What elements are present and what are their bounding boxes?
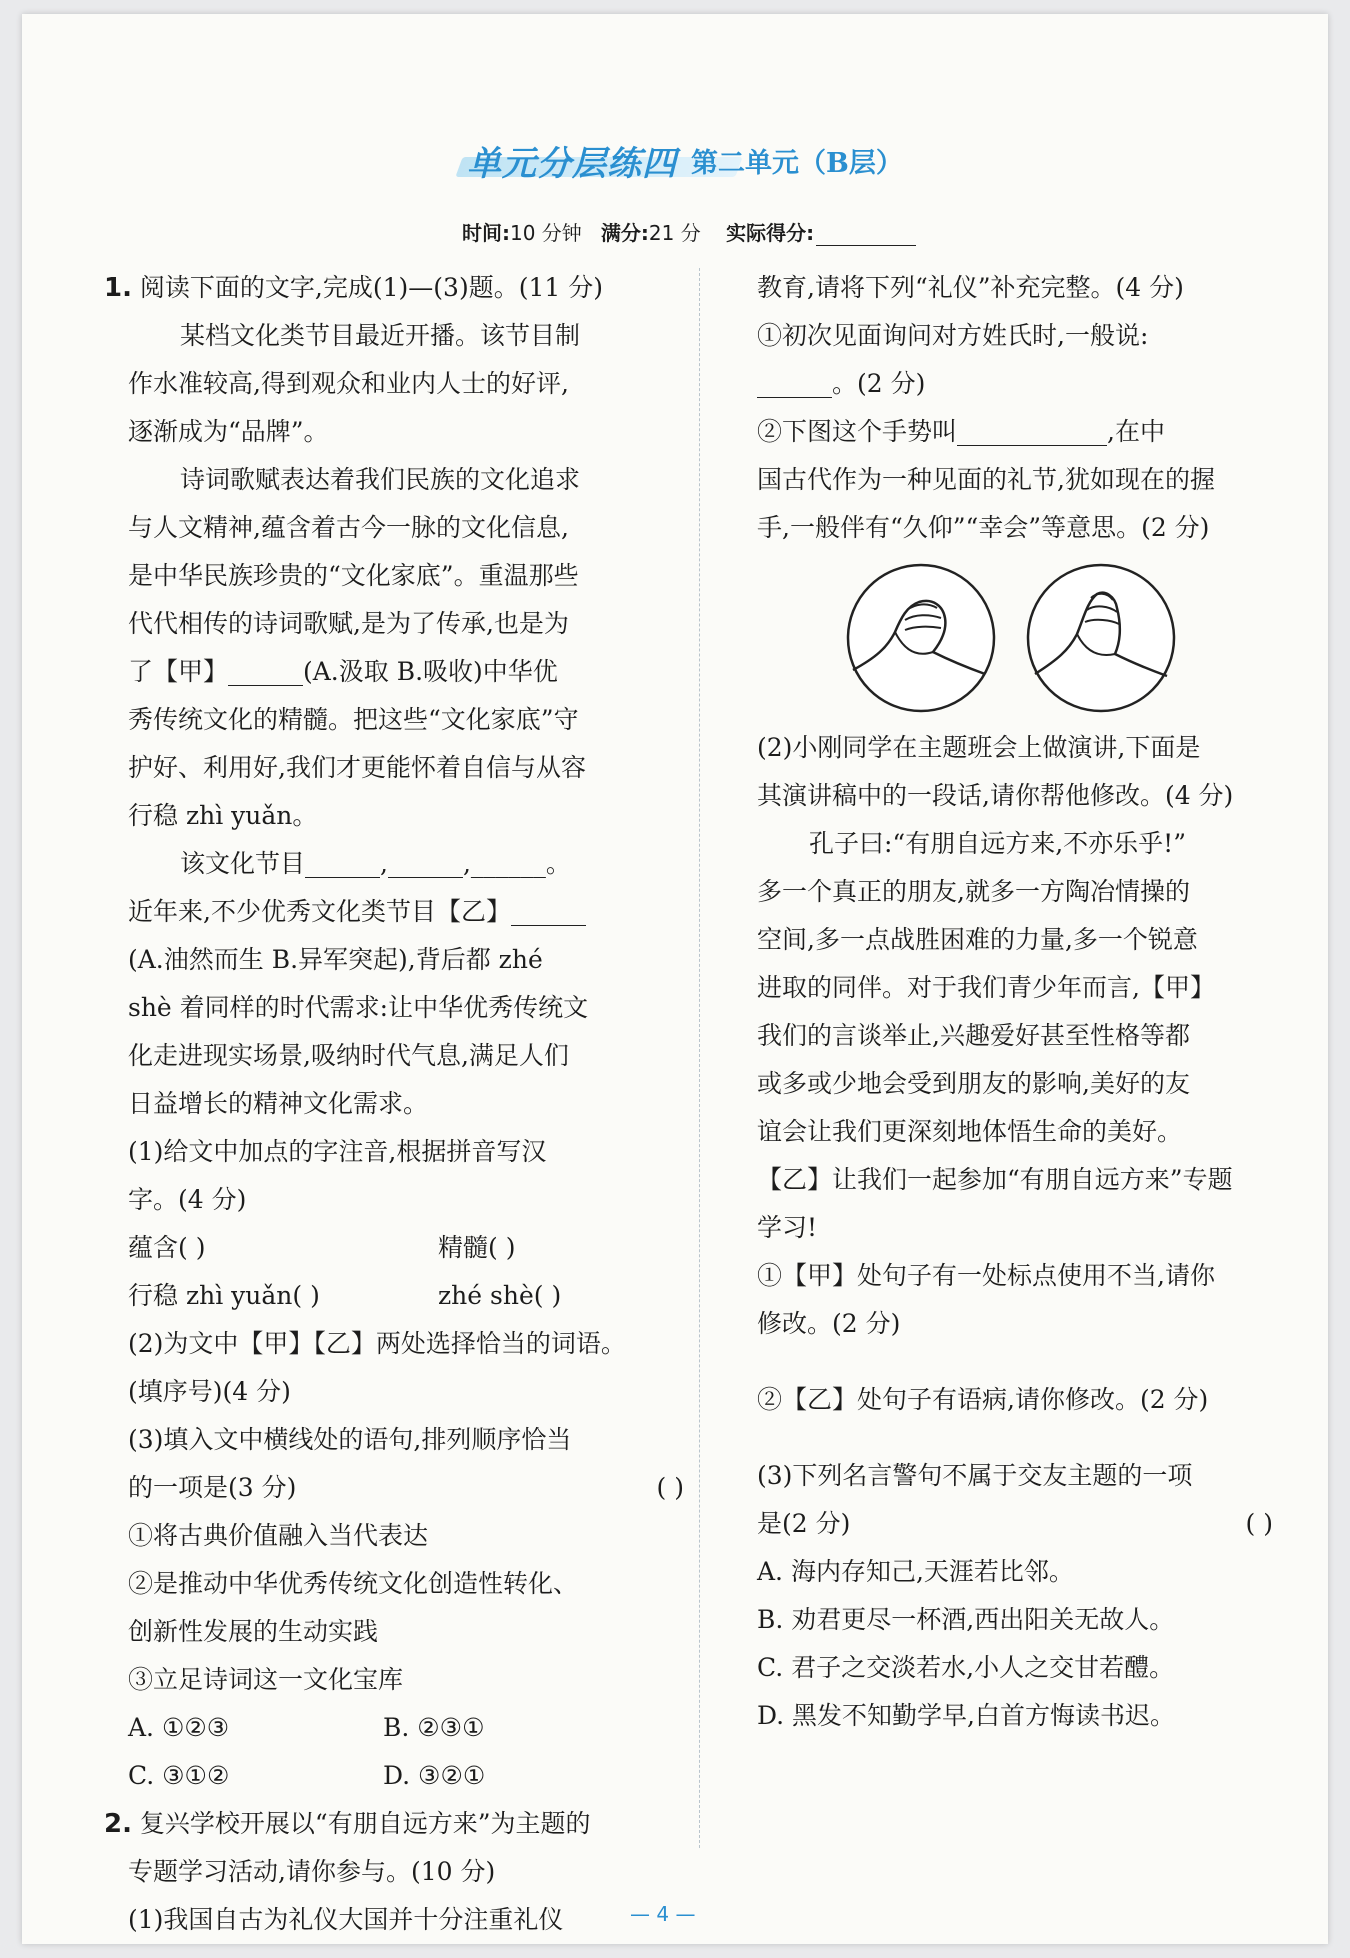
passage-line: shè 着同样的时代需求:让中华优秀传统文 [128,993,589,1022]
passage-line: 秀传统文化的精髓。把这些“文化家底”守 [128,705,579,734]
subquestion-3-cont [128,1464,688,1512]
gesture-illustration-right [1025,562,1177,714]
left-column [104,264,688,1944]
passage-line: 化走进现实场景,吸纳时代气息,满足人们 [128,1041,569,1070]
speech-line: 【乙】让我们一起参加“有朋自远方来”专题 [757,1165,1233,1194]
choice-d[interactable]: D. 黑发不知勤学早,白首方悔读书迟。 [757,1701,1175,1730]
task-jia-cont: 修改。(2 分) [757,1309,901,1338]
passage-line: 逐渐成为“品牌”。 [128,417,329,446]
column-divider [699,268,700,1848]
choice-d[interactable]: D. ③②① [383,1761,486,1790]
q2-number: 2. [104,1809,132,1839]
right-line: (2)小刚同学在主题班会上做演讲,下面是 [757,733,1201,762]
q1-heading [104,264,688,312]
q1-text: 阅读下面的文字,完成(1)—(3)题。(11 分) [139,273,603,302]
right-line: 手,一般伴有“久仰”“幸会”等意思。(2 分) [757,513,1210,542]
q2-line: (1)我国自古为礼仪大国并十分注重礼仪 [128,1905,564,1934]
pinyin-answer-zhiyuan[interactable]: 行稳 zhì yuǎn( ) [128,1281,320,1310]
pinyin-answer-zheshe[interactable]: zhé shè( ) [438,1281,562,1310]
right-subquestion-3-text: 是(2 分) [757,1509,851,1538]
subquestion-2: (2)为文中【甲】【乙】两处选择恰当的词语。 [128,1329,626,1358]
banner-subtitle: 第二单元（B层） [691,147,903,179]
speech-line: 我们的言谈举止,兴趣爱好甚至性格等都 [757,1021,1190,1050]
subquestion-1-cont: 字。(4 分) [128,1185,247,1214]
answer-paren[interactable]: ( ) [656,1473,684,1502]
right-subquestion-3: (3)下列名言警句不属于交友主题的一项 [757,1461,1193,1490]
score-blank[interactable] [816,227,916,246]
pinyin-answer-jingsui[interactable]: 精髓( ) [438,1233,516,1262]
choice-c[interactable]: C. 君子之交淡若水,小人之交甘若醴。 [757,1653,1175,1682]
subquestion-1: (1)给文中加点的字注音,根据拼音写汉 [128,1137,547,1166]
speech-line: 进取的同伴。对于我们青少年而言,【甲】 [757,973,1215,1002]
passage-line: 行稳 zhì yuǎn。 [128,801,318,830]
pinyin-answer-yunhan[interactable]: 蕴含( ) [128,1233,206,1262]
full-value: 21 分 [648,221,701,245]
q2-text: 复兴学校开展以“有朋自远方来”为主题的 [139,1809,591,1838]
speech-line: 或多或少地会受到朋友的影响,美好的友 [757,1069,1190,1098]
passage-line: 日益增长的精神文化需求。 [128,1089,429,1118]
passage-line: (A.油然而生 B.异军突起),背后都 zhé [128,945,543,974]
sentence-option: 创新性发展的生动实践 [128,1617,379,1646]
right-subquestion-3-cont [757,1500,1277,1548]
time-value: 10 分钟 [510,221,582,245]
score-label: 实际得分: [726,221,815,245]
right-line: 国古代作为一种见面的礼节,犹如现在的握 [757,465,1215,494]
speech-line: 学习! [757,1213,818,1242]
q2-heading [104,1800,688,1848]
choice-b[interactable]: B. ②③① [383,1713,485,1742]
sentence-option: ②是推动中华优秀传统文化创造性转化、 [128,1569,579,1598]
right-line: ②下图这个手势叫____________,在中 [757,417,1165,446]
sentence-option: ①将古典价值融入当代表达 [128,1521,429,1550]
right-line: 其演讲稿中的一段话,请你帮他修改。(4 分) [757,781,1234,810]
pinyin-row-2 [128,1272,688,1320]
passage-line: 作水准较高,得到观众和业内人士的好评, [128,369,569,398]
sentence-option: ③立足诗词这一文化宝库 [128,1665,404,1694]
full-label: 满分: [600,221,649,245]
right-line: ______。(2 分) [757,369,926,398]
q2-line: 专题学习活动,请你参与。(10 分) [128,1857,496,1886]
unit-banner [467,139,903,184]
answer-paren[interactable]: ( ) [1245,1509,1273,1538]
task-jia: ①【甲】处句子有一处标点使用不当,请你 [757,1261,1215,1290]
time-label: 时间: [462,221,510,245]
gesture-figure [757,562,1277,712]
subquestion-3-text: 的一项是(3 分) [128,1473,297,1502]
speech-line: 孔子曰:“有朋自远方来,不亦乐乎!” [809,829,1186,858]
choice-b[interactable]: B. 劝君更尽一杯酒,西出阳关无故人。 [757,1605,1175,1634]
choice-a[interactable]: A. 海内存知己,天涯若比邻。 [757,1557,1074,1586]
choice-row [128,1704,688,1752]
speech-line: 谊会让我们更深刻地体悟生命的美好。 [757,1117,1183,1146]
page-number: — 4 — [630,1902,696,1926]
subquestion-2-cont: (填序号)(4 分) [128,1377,291,1406]
subquestion-3: (3)填入文中横线处的语句,排列顺序恰当 [128,1425,572,1454]
task-yi: ②【乙】处句子有语病,请你修改。(2 分) [757,1385,1209,1414]
answer-space[interactable] [757,1424,1277,1452]
gesture-illustration-left [845,562,997,714]
speech-line: 多一个真正的朋友,就多一方陶冶情操的 [757,877,1190,906]
choice-a[interactable]: A. ①②③ [128,1713,230,1742]
right-line: ①初次见面询问对方姓氏时,一般说: [757,321,1149,350]
passage-line: 该文化节目______,______,______。 [180,849,571,878]
passage-line: 与人文精神,蕴含着古今一脉的文化信息, [128,513,569,542]
pinyin-row-1 [128,1224,688,1272]
right-column [757,264,1277,1740]
choice-row [128,1752,688,1800]
passage-line: 护好、利用好,我们才更能怀着自信与从容 [128,753,586,782]
q1-number: 1. [104,273,132,303]
answer-space[interactable] [757,1348,1277,1376]
passage-line: 了【甲】______(A.汲取 B.吸收)中华优 [128,657,558,686]
passage-line: 是中华民族珍贵的“文化家底”。重温那些 [128,561,579,590]
exam-info [462,217,916,246]
choice-c[interactable]: C. ③①② [128,1761,230,1790]
banner-title: 单元分层练四 [467,143,677,184]
passage-line: 代代相传的诗词歌赋,是为了传承,也是为 [128,609,569,638]
passage-line: 某档文化类节目最近开播。该节目制 [180,321,581,350]
passage-line: 诗词歌赋表达着我们民族的文化追求 [180,465,581,494]
speech-line: 空间,多一点战胜困难的力量,多一个锐意 [757,925,1198,954]
passage-line: 近年来,不少优秀文化类节目【乙】______ [128,897,586,926]
right-line: 教育,请将下列“礼仪”补充完整。(4 分) [757,273,1184,302]
